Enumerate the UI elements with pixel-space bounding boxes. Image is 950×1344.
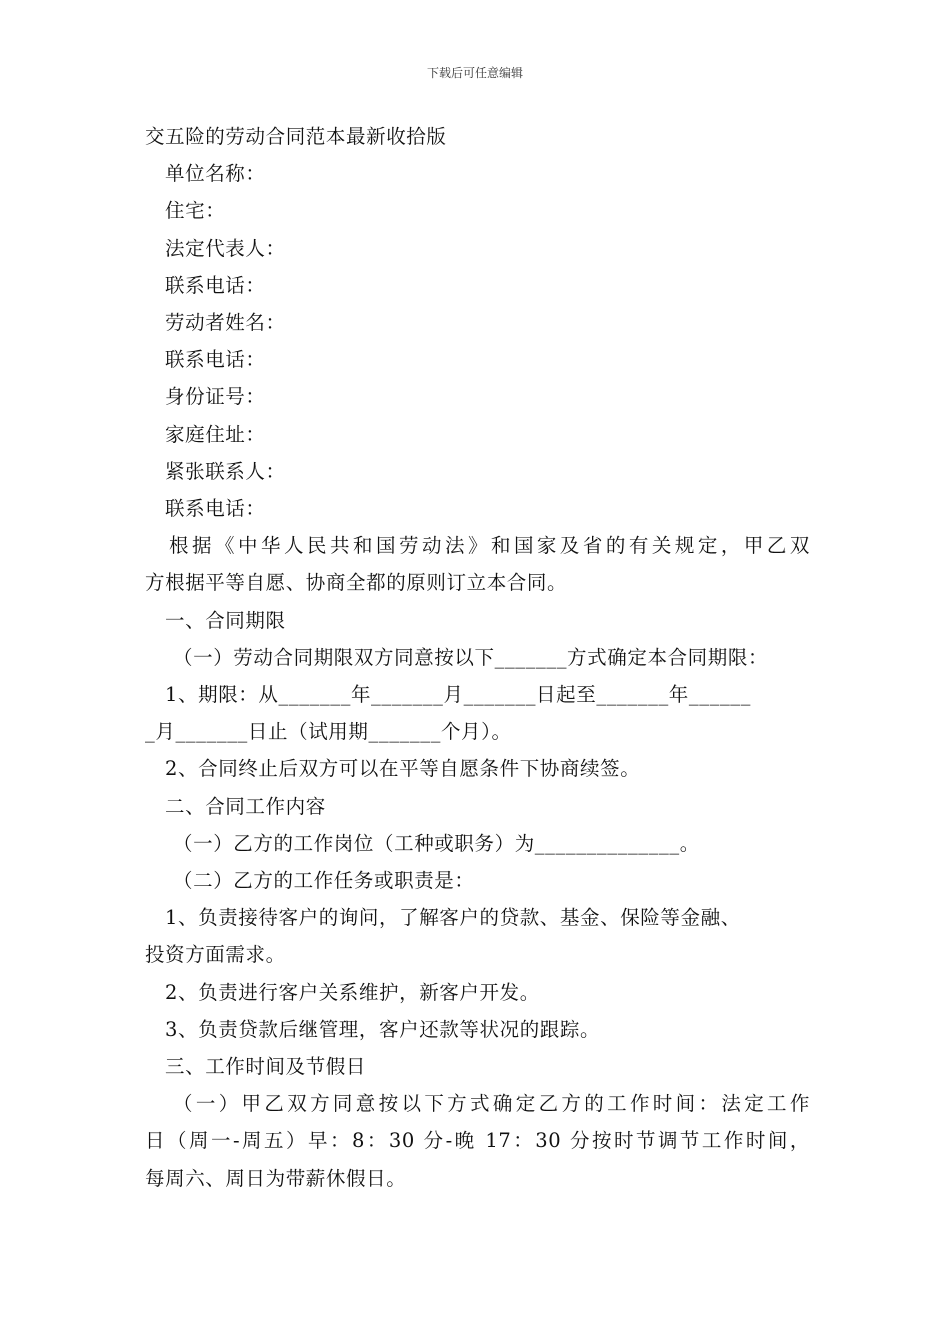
field-worker-phone: 联系电话： <box>165 348 266 372</box>
duty-3: 3、负责贷款后继管理，客户还款等状况的跟踪。 <box>165 1017 601 1041</box>
field-id-number: 身份证号： <box>165 385 266 409</box>
term-line-2: _月_______日止（试用期_______个月）。 <box>145 720 512 744</box>
page-header: 下载后可任意编辑 <box>426 66 523 80</box>
section-1-item-1: （一）劳动合同期限双方同意按以下_______方式确定本合同期限： <box>173 645 769 669</box>
section-2-item-2: （二）乙方的工作任务或职责是： <box>173 869 475 893</box>
section-3-paragraph-line-2: 日（周一-周五）早：8：30 分-晚 17：30 分按时节调节工作时间， <box>145 1129 810 1153</box>
section-3-paragraph-line-1: （一）甲乙双方同意按以下方式确定乙方的工作时间：法定工作 <box>173 1092 810 1116</box>
term-line-1: 1、期限：从_______年_______月_______日起至_______年______ <box>165 683 752 707</box>
field-address: 住宅： <box>165 199 226 223</box>
field-home-address: 家庭住址： <box>165 422 266 446</box>
field-worker-name: 劳动者姓名： <box>165 311 286 335</box>
section-3-paragraph-line-3: 每周六、周日为带薪休假日。 <box>145 1166 407 1190</box>
field-emergency-phone: 联系电话： <box>165 497 266 521</box>
duty-1-line-1: 1、负责接待客户的询问，了解客户的贷款、基金、保险等金融、 <box>165 906 741 930</box>
duty-2: 2、负责进行客户关系维护，新客户开发。 <box>165 980 540 1004</box>
duty-1-line-2: 投资方面需求。 <box>145 943 286 967</box>
field-employer-phone: 联系电话： <box>165 273 266 297</box>
section-2-heading: 二、合同工作内容 <box>165 794 326 818</box>
field-legal-representative: 法定代表人： <box>165 236 286 260</box>
section-3-heading: 三、工作时间及节假日 <box>165 1055 367 1079</box>
section-1-heading: 一、合同期限 <box>165 608 286 632</box>
section-1-item-2: 2、合同终止后双方可以在平等自愿条件下协商续签。 <box>165 757 641 781</box>
document-body <box>145 118 810 1197</box>
intro-paragraph-line-2: 方根据平等自愿、协商全都的原则订立本合同。 <box>145 571 568 595</box>
field-unit-name: 单位名称： <box>165 162 266 186</box>
intro-paragraph-line-1: 根据《中华人民共和国劳动法》和国家及省的有关规定，甲乙双 <box>169 534 810 558</box>
section-2-item-1: （一）乙方的工作岗位（工种或职务）为______________。 <box>173 831 700 855</box>
document-title: 交五险的劳动合同范本最新收拾版 <box>145 125 447 148</box>
field-emergency-contact: 紧张联系人： <box>165 459 286 483</box>
